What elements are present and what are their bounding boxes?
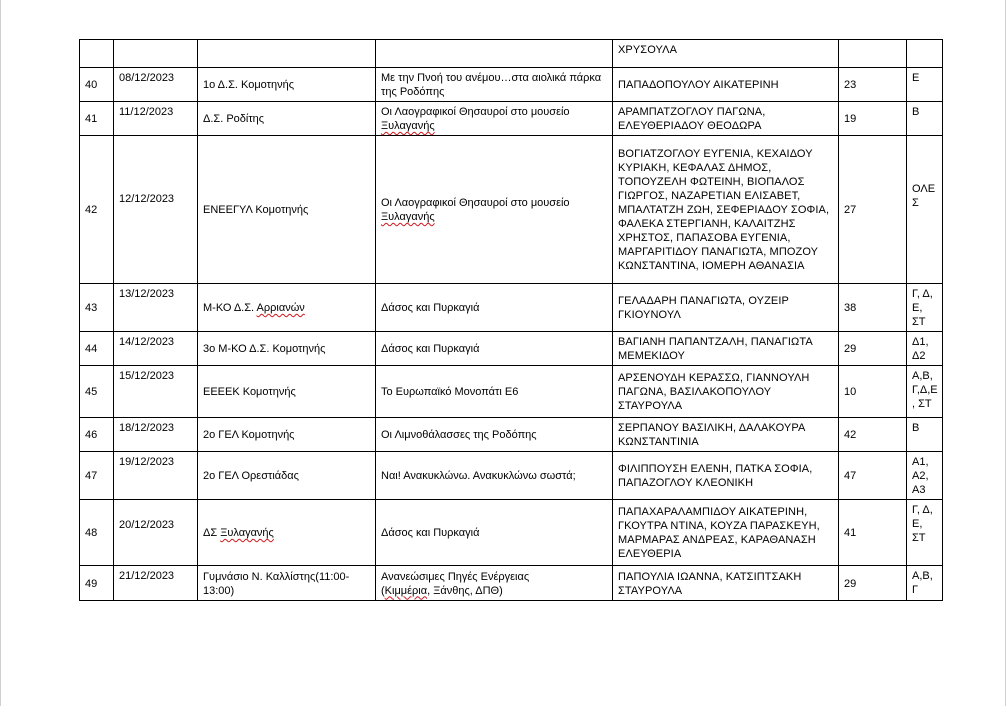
- cell-teachers: [613, 40, 839, 68]
- cell-num: [80, 40, 114, 68]
- cell-school: 1ο Δ.Σ. Κομοτηνής: [198, 68, 376, 102]
- cell-num: 47: [80, 452, 114, 500]
- cell-teachers: ΦΙΛΙΠΠΟΥΣΗ ΕΛΕΝΗ, ΠΑΤΚΑ ΣΟΦΙΑ, ΠΑΠΑΖΟΓΛΟΥ ΚΛΕΟΝΙΚΗ: [613, 452, 839, 500]
- program-line: Οι Λαογραφικοί Θησαυροί στο μουσείο: [381, 197, 570, 209]
- program-text-spellcheck: Κιμμέρια: [384, 584, 428, 597]
- cell-teachers: ΒΑΓΙΑΝΗ ΠΑΠΑΝΤΖΑΛΗ, ΠΑΝΑΓΙΩΤΑ ΜΕΜΕΚΙΔΟΥ: [613, 332, 839, 366]
- cell-classes: Β: [907, 418, 943, 452]
- cell-classes: Γ, Δ, Ε, ΣΤ: [907, 500, 943, 566]
- table-row: [80, 452, 943, 500]
- cell-date: 18/12/2023: [114, 418, 198, 452]
- cell-students: 29: [839, 332, 907, 366]
- cell-school: ΕΝΕΕΓΥΛ Κομοτηνής: [198, 136, 376, 284]
- cell-program: Με την Πνοή του ανέμου…στα αιολικά πάρκα της Ροδόπης: [376, 68, 613, 102]
- cell-date: 14/12/2023: [114, 332, 198, 366]
- cell-program: Ναι! Ανακυκλώνω. Ανακυκλώνω σωστά;: [376, 452, 613, 500]
- cell-students: 41: [839, 500, 907, 566]
- cell-program: [376, 102, 613, 136]
- cell-students: 47: [839, 452, 907, 500]
- cell-num: 48: [80, 500, 114, 566]
- cell-students: 29: [839, 566, 907, 601]
- school-text-spellcheck: Ξυλαγανής: [220, 527, 274, 539]
- cell-date: 08/12/2023: [114, 68, 198, 102]
- cell-teachers: ΑΡΑΜΠΑΤΖΟΓΛΟΥ ΠΑΓΩΝΑ, ΕΛΕΥΘΕΡΙΑΔΟΥ ΘΕΟΔΩΡΑ: [613, 102, 839, 136]
- table-row: [80, 566, 943, 601]
- school-text: Μ-ΚΟ Δ.Σ.: [203, 302, 257, 314]
- cell-school: 3ο Μ-ΚΟ Δ.Σ. Κομοτηνής: [198, 332, 376, 366]
- cell-classes: Α1, Α2, Α3: [907, 452, 943, 500]
- cell-classes: Γ, Δ, Ε, ΣΤ: [907, 284, 943, 332]
- table-row: [80, 332, 943, 366]
- cell-program: Δάσος και Πυρκαγιά: [376, 332, 613, 366]
- cell-date: 13/12/2023: [114, 284, 198, 332]
- cell-teachers: ΓΕΛΑΔΑΡΗ ΠΑΝΑΓΙΩΤΑ, ΟΥΖΕΙΡ ΓΚΙΟΥΝΟΥΛ: [613, 284, 839, 332]
- program-text: (: [381, 584, 385, 597]
- cell-classes: Α,Β,Γ: [907, 566, 943, 601]
- cell-students: 19: [839, 102, 907, 136]
- cell-school: [198, 284, 376, 332]
- cell-teachers: ΠΑΠΑΔΟΠΟΥΛΟΥ ΑΙΚΑΤΕΡΙΝΗ: [613, 68, 839, 102]
- cell-teachers: ΒΟΓΙΑΤΖΟΓΛΟΥ ΕΥΓΕΝΙΑ, ΚΕΧΑΙΔΟΥ ΚΥΡΙΑΚΗ, ΚΕΦΑΛΑΣ ΔΗΜΟΣ, ΤΟΠΟΥΖΕΛΗ ΦΩΤΕΙΝΗ, ΒΙΟΠΑΛΟΣ ΓΙΩΡΓΟΣ, ΝΑΖΑΡΕΤΙΑΝ ΕΛΙΣΑΒΕΤ, ΜΠΑΛΤΑΤΖΗ ΖΩΗ, ΣΕΦΕΡΙΑΔΟΥ ΣΟΦΙΑ, ΦΑΛΕΚΑ ΣΤΕΡΓΙΑΝΗ, ΚΑΛΑΙΤΖΗΣ ΧΡΗΣΤΟΣ, ΠΑΠΑΣΟΒΑ ΕΥΓΕΝΙΑ, ΜΑΡΓΑΡΙΤΙΔΟΥ ΠΑΝΑΓΙΩΤΑ, ΜΠΟΖΟΥ ΚΩΝΣΤΑΝΤΙΝΑ, ΙΟΜΕΡΗ ΑΘΑΝΑΣΙΑ: [613, 136, 839, 284]
- cell-school: Δ.Σ. Ροδίτης: [198, 102, 376, 136]
- cell-students: [839, 40, 907, 68]
- cell-classes: [907, 40, 943, 68]
- cell-classes: Ε: [907, 68, 943, 102]
- cell-num: 41: [80, 102, 114, 136]
- cell-date: 12/12/2023: [114, 136, 198, 284]
- table-row: [80, 366, 943, 418]
- cell-school: 2ο ΓΕΛ Ορεστιάδας: [198, 452, 376, 500]
- program-line-spellcheck: Ξυλαγανής: [381, 120, 435, 132]
- table-row: [80, 102, 943, 136]
- cell-date: 21/12/2023: [114, 566, 198, 601]
- cell-school: Γυμνάσιο Ν. Καλλίστης(11:00-13:00): [198, 566, 376, 601]
- cell-program: Δάσος και Πυρκαγιά: [376, 284, 613, 332]
- cell-num: 44: [80, 332, 114, 366]
- school-text-spellcheck: Αρριανών: [256, 302, 305, 314]
- cell-num: 45: [80, 366, 114, 418]
- cell-date: [114, 40, 198, 68]
- cell-school: [198, 40, 376, 68]
- page-edge-left: [0, 0, 1, 706]
- program-text: , Ξάνθης, ΔΠΘ): [427, 584, 503, 597]
- cell-program: Δάσος και Πυρκαγιά: [376, 500, 613, 566]
- cell-students: 42: [839, 418, 907, 452]
- schedule-table: [79, 39, 943, 601]
- cell-program: [376, 566, 613, 601]
- program-line: Ανανεώσιμες Πηγές Ενέργειας: [381, 570, 530, 583]
- cell-students: 10: [839, 366, 907, 418]
- cell-students: 27: [839, 136, 907, 284]
- cell-teachers: ΠΑΠΑΧΑΡΑΛΑΜΠΙΔΟΥ ΑΙΚΑΤΕΡΙΝΗ, ΓΚΟΥΤΡΑ ΝΤΙΝΑ, ΚΟΥΖΑ ΠΑΡΑΣΚΕΥΗ, ΜΑΡΜΑΡΑΣ ΑΝΔΡΕΑΣ, ΚΑΡΑΘΑΝΑΣΗ ΕΛΕΥΘΕΡΙΑ: [613, 500, 839, 566]
- cell-num: 49: [80, 566, 114, 601]
- cell-teachers: ΑΡΣΕΝΟΥΔΗ ΚΕΡΑΣΣΩ, ΓΙΑΝΝΟΥΛΗ ΠΑΓΩΝΑ, ΒΑΣΙΛΑΚΟΠΟΥΛΟΥ ΣΤΑΥΡΟΥΛΑ: [613, 366, 839, 418]
- program-line: Οι Λαογραφικοί Θησαυροί στο μουσείο: [381, 106, 570, 118]
- table-row: [80, 500, 943, 566]
- cell-program: Οι Λιμνοθάλασσες της Ροδόπης: [376, 418, 613, 452]
- cell-classes: Β: [907, 102, 943, 136]
- cell-school: 2ο ΓΕΛ Κομοτηνής: [198, 418, 376, 452]
- cell-program: [376, 136, 613, 284]
- cell-num: 40: [80, 68, 114, 102]
- cell-teachers: ΠΑΠΟΥΛΙΑ ΙΩΑΝΝΑ, ΚΑΤΣΙΠΤΣΑΚΗ ΣΤΑΥΡΟΥΛΑ: [613, 566, 839, 601]
- table-row: [80, 418, 943, 452]
- cell-date: 19/12/2023: [114, 452, 198, 500]
- cell-program: Το Ευρωπαϊκό Μονοπάτι Ε6: [376, 366, 613, 418]
- cell-school: ΕΕΕΕΚ Κομοτηνής: [198, 366, 376, 418]
- cell-classes: Α,Β,Γ,Δ,Ε, ΣΤ: [907, 366, 943, 418]
- cell-num: 43: [80, 284, 114, 332]
- cell-program: [376, 40, 613, 68]
- table-row-partial: [80, 40, 943, 68]
- cell-students: 38: [839, 284, 907, 332]
- school-text: ΔΣ: [203, 527, 221, 539]
- cell-school: [198, 500, 376, 566]
- cell-num: 42: [80, 136, 114, 284]
- table-row: [80, 284, 943, 332]
- teachers-text: ΧΡΥΣΟΥΛΑ: [618, 44, 678, 56]
- cell-num: 46: [80, 418, 114, 452]
- cell-students: 23: [839, 68, 907, 102]
- cell-date: 11/12/2023: [114, 102, 198, 136]
- program-line-spellcheck: Ξυλαγανής: [381, 211, 435, 223]
- cell-teachers: ΣΕΡΠΑΝΟΥ ΒΑΣΙΛΙΚΗ, ΔΑΛΑΚΟΥΡΑ ΚΩΝΣΤΑΝΤΙΝΙΑ: [613, 418, 839, 452]
- cell-date: 20/12/2023: [114, 500, 198, 566]
- table-row: [80, 136, 943, 284]
- cell-date: 15/12/2023: [114, 366, 198, 418]
- table-row: [80, 68, 943, 102]
- program-line-2: [381, 584, 608, 598]
- cell-classes: Δ1, Δ2: [907, 332, 943, 366]
- cell-classes: ΟΛΕΣ: [907, 136, 943, 284]
